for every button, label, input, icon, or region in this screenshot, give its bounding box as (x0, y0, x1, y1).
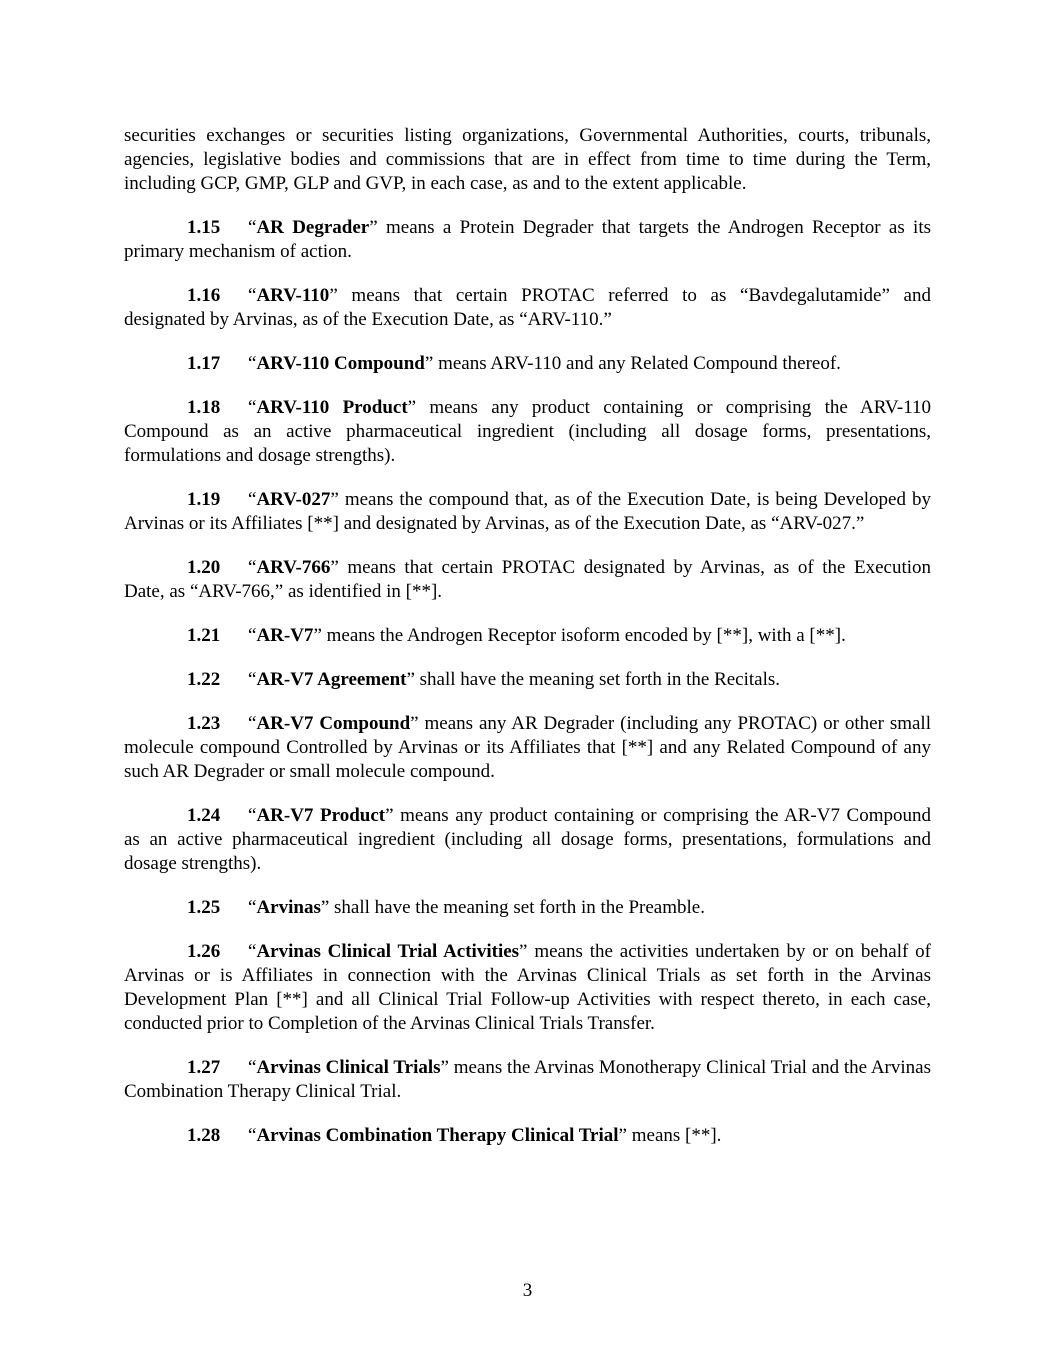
definition-text: means ARV-110 and any Related Compound thereof. (433, 353, 841, 374)
definition-text: means the Arvinas Monotherapy Clinical Trial and the Arvinas Combination Therapy Clinical Trial. (124, 1057, 931, 1102)
definition-text: means a Protein Degrader that targets the Androgen Receptor as its primary mechanism of action. (124, 217, 932, 262)
defined-term: Arvinas Combination Therapy Clinical Trial (256, 1125, 619, 1146)
definition-1-28: 1.28 “Arvinas Combination Therapy Clinical Trial” means [**]. (187, 1125, 722, 1146)
definition-1-15: 1.15 “AR Degrader” means a Protein Degrader that targets the Androgen Receptor as its primary mechanism of action. (124, 217, 932, 262)
definition-1-16: 1.16 “ARV-110” means that certain PROTAC referred to as “Bavdegalutamide” and designated by Arvinas, as of the Execution Date, as “ARV-110.” (124, 285, 931, 330)
definition-text: means that certain PROTAC referred to as “Bavdegalutamide” and designated by Arvinas, as of the Execution Date, as “ARV-110.” (124, 285, 931, 330)
defined-term: ARV-766 (256, 557, 331, 578)
definition-text: means any product containing or comprising the ARV-110 Compound as an active pharmaceutical ingredient (including all dosage forms, presentations, formulations and dosage strengths). (124, 397, 931, 466)
definition-1-18: 1.18 “ARV-110 Product” means any product containing or comprising the ARV-110 Compound as an active pharmaceutical ingredient (including all dosage forms, presentations, formulations and dosage strengths). (124, 397, 931, 466)
section-number: 1.24 (187, 805, 221, 826)
section-number: 1.22 (187, 669, 221, 690)
definition-text: means any product containing or comprising the AR-V7 Compound as an active pharmaceutical ingredient (including all dosage forms, presentations, formulations and dosage strengths). (124, 805, 931, 874)
section-number: 1.23 (187, 713, 221, 734)
definition-text: means [**]. (626, 1125, 722, 1146)
definition-text: shall have the meaning set forth in the Preamble. (329, 897, 705, 918)
defined-term: AR-V7 Agreement (256, 669, 407, 690)
section-number: 1.27 (187, 1057, 221, 1078)
definition-1-23: 1.23 “AR-V7 Compound” means any AR Degrader (including any PROTAC) or other small molecule compound Controlled by Arvinas or its Affiliates that [**] and any Related Compound of any such AR Degrader or small molecule compound. (124, 713, 931, 782)
section-number: 1.17 (187, 353, 221, 374)
defined-term: AR Degrader (256, 217, 370, 238)
defined-term: Arvinas Clinical Trials (256, 1057, 441, 1078)
definition-1-24: 1.24 “AR-V7 Product” means any product containing or comprising the AR-V7 Compound as an active pharmaceutical ingredient (including all dosage forms, presentations, formulations and dosage strengths). (124, 805, 931, 874)
definition-1-25: 1.25 “Arvinas” shall have the meaning set forth in the Preamble. (187, 897, 705, 918)
section-number: 1.15 (187, 217, 221, 238)
definition-1-27: 1.27 “Arvinas Clinical Trials” means the Arvinas Monotherapy Clinical Trial and the Arvinas Combination Therapy Clinical Trial. (124, 1057, 931, 1102)
intro-paragraph: securities exchanges or securities listing organizations, Governmental Authorities, courts, tribunals, agencies, legislative bodies and commissions that are in effect from time to time during the Term, including GCP, GMP, GLP and GVP, in each case, as and to the extent applicable. (124, 125, 931, 194)
section-number: 1.19 (187, 489, 221, 510)
section-number: 1.20 (187, 557, 221, 578)
section-number: 1.26 (187, 941, 221, 962)
defined-term: ARV-110 Product (256, 397, 408, 418)
definition-1-22: 1.22 “AR-V7 Agreement” shall have the meaning set forth in the Recitals. (187, 669, 781, 690)
document-page (124, 124, 931, 1168)
page-number: 3 (522, 1280, 533, 1301)
section-number: 1.28 (187, 1125, 221, 1146)
defined-term: AR-V7 Product (256, 805, 386, 826)
defined-term: ARV-110 Compound (256, 353, 425, 374)
section-number: 1.21 (187, 625, 221, 646)
definition-1-17: 1.17 “ARV-110 Compound” means ARV-110 and any Related Compound thereof. (187, 353, 841, 374)
defined-term: AR-V7 (256, 625, 314, 646)
definition-text: means the activities undertaken by or on behalf of Arvinas or is Affiliates in connection with the Arvinas Clinical Trials as set forth in the Arvinas Development Plan [**] and all Clinical Trial Follow-up Activities with respect thereto, in each case, conducted prior to Completion of the Arvinas Clinical Trials Transfer. (124, 941, 931, 1034)
section-number: 1.25 (187, 897, 221, 918)
definition-1-20: 1.20 “ARV-766” means that certain PROTAC designated by Arvinas, as of the Execution Date, as “ARV-766,” as identified in [**]. (124, 557, 931, 602)
section-number: 1.16 (187, 285, 221, 306)
definition-text: means the compound that, as of the Execution Date, is being Developed by Arvinas or its Affiliates [**] and designated by Arvinas, as of the Execution Date, as “ARV-027.” (124, 489, 931, 534)
definition-text: means any AR Degrader (including any PROTAC) or other small molecule compound Controlled by Arvinas or its Affiliates that [**] and any Related Compound of any such AR Degrader or small molecule compound. (124, 713, 931, 782)
defined-term: Arvinas Clinical Trial Activities (256, 941, 520, 962)
definition-text: means that certain PROTAC designated by Arvinas, as of the Execution Date, as “ARV-766,” as identified in [**]. (124, 557, 931, 602)
defined-term: Arvinas (256, 897, 321, 918)
definition-1-19: 1.19 “ARV-027” means the compound that, as of the Execution Date, is being Developed by Arvinas or its Affiliates [**] and designated by Arvinas, as of the Execution Date, as “ARV-027.” (124, 489, 931, 534)
defined-term: ARV-027 (256, 489, 331, 510)
definition-1-26: 1.26 “Arvinas Clinical Trial Activities” means the activities undertaken by or on behalf of Arvinas or is Affiliates in connection with the Arvinas Clinical Trials as set forth in the Arvinas Development Plan [**] and all Clinical Trial Follow-up Activities with respect thereto, in each case, conducted prior to Completion of the Arvinas Clinical Trials Transfer. (124, 941, 931, 1034)
definition-text: shall have the meaning set forth in the Recitals. (414, 669, 781, 690)
section-number: 1.18 (187, 397, 221, 418)
definition-1-21: 1.21 “AR-V7” means the Androgen Receptor isoform encoded by [**], with a [**]. (187, 625, 846, 646)
defined-term: ARV-110 (256, 285, 330, 306)
defined-term: AR-V7 Compound (256, 713, 411, 734)
definition-text: means the Androgen Receptor isoform encoded by [**], with a [**]. (321, 625, 846, 646)
